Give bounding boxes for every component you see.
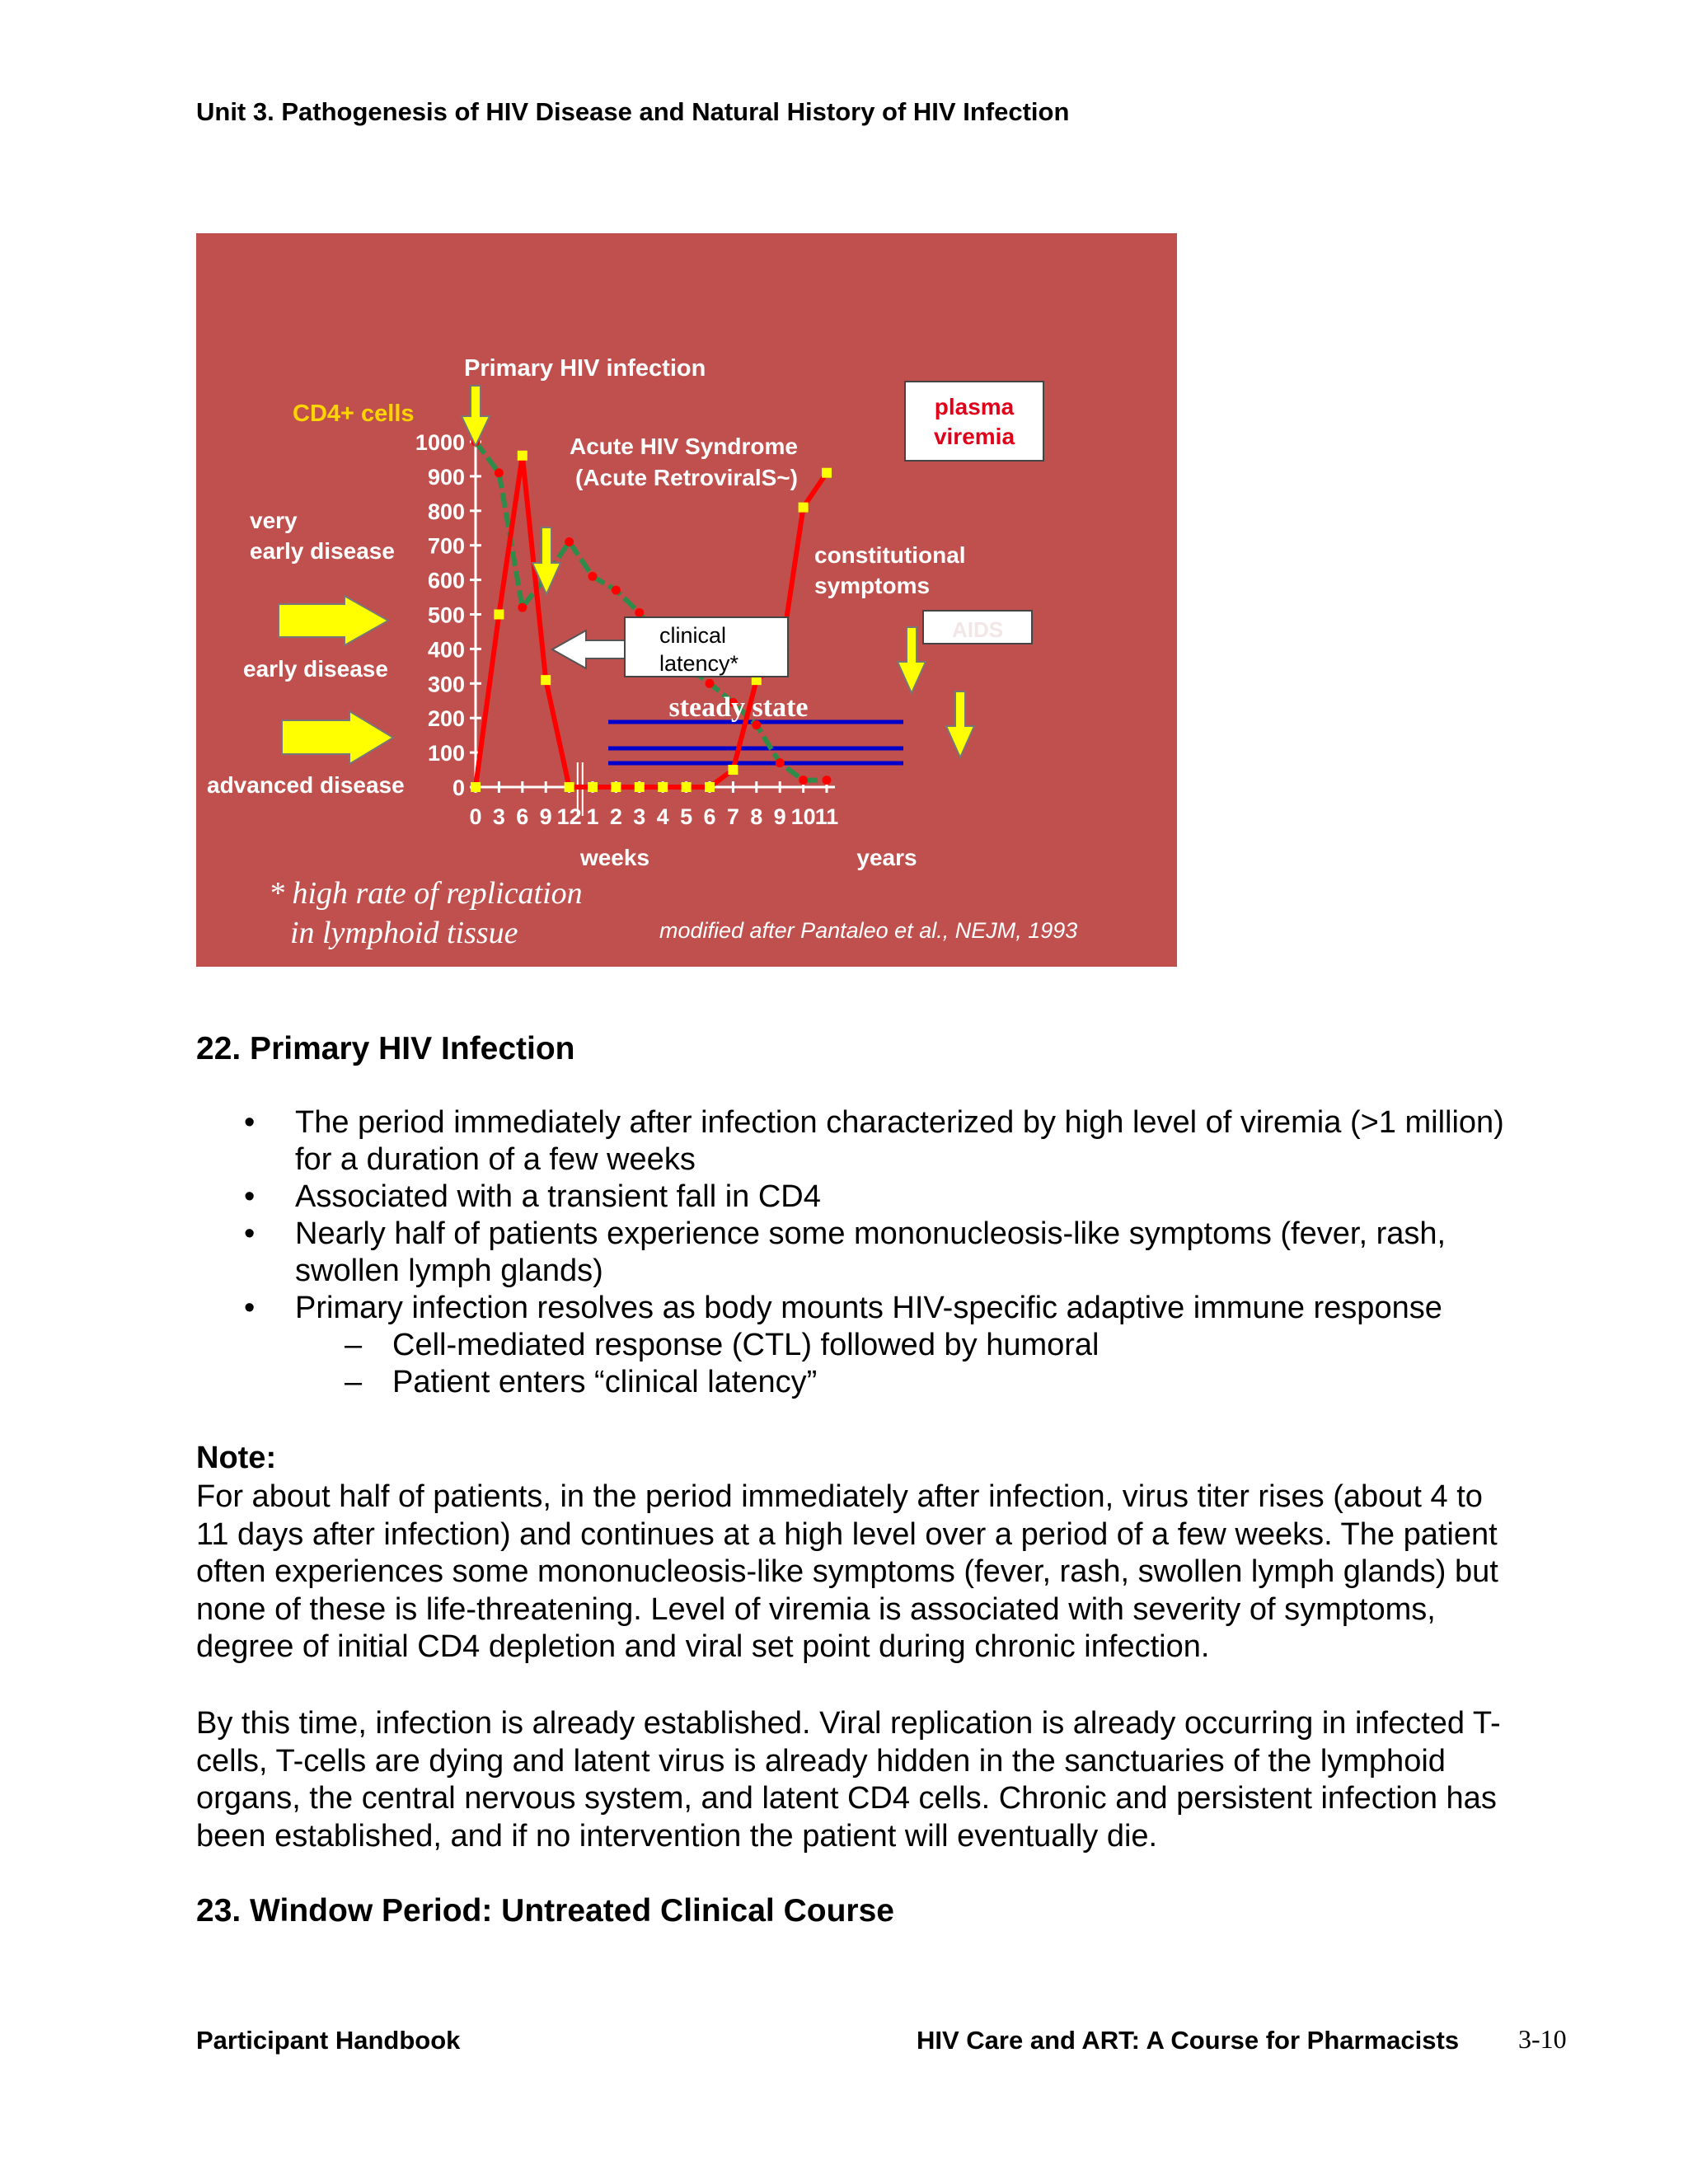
viremia-point bbox=[658, 782, 668, 792]
footnote-line1: * high rate of replication bbox=[269, 876, 583, 911]
x-tick-label: 3 bbox=[492, 804, 505, 829]
bullet-marker: – bbox=[345, 1328, 363, 1362]
x-tick-label: 0 bbox=[469, 804, 482, 829]
footnote-line2: in lymphoid tissue bbox=[290, 916, 518, 950]
symptoms-label: symptoms bbox=[814, 573, 931, 598]
paragraph-line: been established, and if no intervention the patient will eventually die. bbox=[196, 1818, 1158, 1854]
advanced-disease-label: advanced disease bbox=[207, 772, 405, 798]
x-tick-label: 4 bbox=[656, 804, 669, 829]
viremia-point bbox=[611, 782, 621, 792]
y-tick-label: 0 bbox=[452, 776, 465, 800]
paragraph-line: 11 days after infection) and continues at a high level over a period of a few weeks. The patient bbox=[196, 1516, 1498, 1552]
viremia-point bbox=[728, 765, 738, 775]
bullet-line bbox=[196, 1216, 1597, 1253]
paragraph-line: cells, T-cells are dying and latent virus is already hidden in the sanctuaries of the lymphoid bbox=[196, 1743, 1446, 1779]
footer-right: HIV Care and ART: A Course for Pharmacists bbox=[917, 2026, 1460, 2055]
bullet-text: Associated with a transient fall in CD4 bbox=[295, 1179, 821, 1214]
acute-retroviral-label: (Acute RetroviralS~) bbox=[575, 465, 798, 490]
very-label: very bbox=[250, 508, 298, 533]
credit-label: modified after Pantaleo et al., NEJM, 1993 bbox=[659, 918, 1078, 943]
viremia-point bbox=[822, 468, 832, 478]
y-tick-label: 800 bbox=[427, 499, 465, 524]
bullet-text: Primary infection resolves as body mounts HIV-specific adaptive immune response bbox=[295, 1291, 1442, 1325]
paragraph-line: none of these is life-threatening. Level of viremia is associated with severity of symptoms, bbox=[196, 1591, 1436, 1627]
cd4-point bbox=[495, 468, 504, 477]
chart-background bbox=[196, 233, 1177, 967]
years-label: years bbox=[856, 845, 917, 870]
bullet-marker: • bbox=[244, 1179, 256, 1214]
bullet-line bbox=[196, 1179, 1597, 1216]
plasma-label: plasma bbox=[934, 394, 1015, 419]
note-paragraph-1 bbox=[196, 1479, 1581, 1666]
bullet-line bbox=[196, 1141, 1597, 1179]
page-number: 3-10 bbox=[1518, 2024, 1567, 2054]
bullet-text: for a duration of a few weeks bbox=[295, 1142, 696, 1177]
viremia-label: viremia bbox=[933, 424, 1015, 449]
cd4-point bbox=[565, 537, 574, 546]
viremia-point bbox=[518, 451, 528, 461]
paragraph-line: often experiences some mononucleosis-like symptoms (fever, rash, swollen lymph glands) but bbox=[196, 1554, 1498, 1589]
y-tick-label: 100 bbox=[427, 741, 465, 766]
paragraph-line: By this time, infection is already established. Viral replication is already occurring in infected T- bbox=[196, 1706, 1501, 1741]
page-header: Unit 3. Pathogenesis of HIV Disease and Natural History of HIV Infection bbox=[196, 97, 1070, 126]
x-tick-label: 5 bbox=[680, 804, 693, 829]
cd4-point bbox=[518, 603, 527, 612]
constitutional-label: constitutional bbox=[814, 542, 966, 568]
primary-infection-label: Primary HIV infection bbox=[464, 355, 706, 382]
section-22-title: 22. Primary HIV Infection bbox=[196, 1031, 575, 1066]
y-tick-label: 600 bbox=[427, 568, 465, 593]
cd4-point bbox=[706, 679, 715, 688]
cd4-cells-label: CD4+ cells bbox=[293, 401, 415, 427]
x-tick-label: 9 bbox=[539, 804, 552, 829]
clinical-label: clinical bbox=[659, 623, 727, 648]
x-tick-label: 7 bbox=[726, 804, 739, 829]
very-early-disease-label: early disease bbox=[250, 538, 395, 564]
bullet-text: swollen lymph glands) bbox=[295, 1254, 603, 1288]
paragraph-line: For about half of patients, in the period immediately after infection, virus titer rises (about 4 to bbox=[196, 1479, 1483, 1514]
viremia-point bbox=[541, 675, 551, 685]
note-paragraph-2 bbox=[196, 1705, 1581, 1855]
x-tick-label: 9 bbox=[773, 804, 786, 829]
y-tick-label: 900 bbox=[427, 464, 465, 490]
cd4-point bbox=[635, 608, 644, 617]
bullet-text: Cell-mediated response (CTL) followed by humoral bbox=[392, 1328, 1100, 1362]
viremia-point bbox=[799, 503, 809, 513]
viremia-point bbox=[565, 782, 574, 792]
viremia-point bbox=[705, 782, 715, 792]
bullet-line bbox=[196, 1253, 1597, 1290]
cd4-point bbox=[823, 776, 832, 785]
cd4-point bbox=[799, 776, 808, 785]
sub-bullet-line bbox=[196, 1364, 1597, 1401]
bullet-marker: • bbox=[244, 1105, 256, 1140]
primary-infection-bullets bbox=[196, 1104, 1597, 1401]
viremia-point bbox=[588, 782, 598, 792]
cd4-point bbox=[612, 586, 621, 595]
cd4-point bbox=[776, 758, 785, 767]
x-tick-label: 1 bbox=[586, 804, 599, 829]
y-tick-label: 500 bbox=[427, 602, 465, 628]
latency-label: latency* bbox=[659, 651, 739, 676]
cd4-point bbox=[588, 572, 598, 581]
early-disease-label: early disease bbox=[243, 656, 388, 682]
bullet-line bbox=[196, 1104, 1597, 1141]
bullet-text: Patient enters “clinical latency” bbox=[392, 1365, 818, 1399]
y-tick-label: 200 bbox=[427, 706, 465, 732]
x-tick-label: 10 bbox=[790, 804, 816, 829]
y-tick-label: 400 bbox=[427, 637, 465, 663]
bullet-marker: – bbox=[345, 1365, 363, 1399]
acute-syndrome-label: Acute HIV Syndrome bbox=[570, 434, 798, 459]
viremia-point bbox=[494, 610, 504, 620]
sub-bullet-line bbox=[196, 1327, 1597, 1364]
aids-label: AIDS bbox=[951, 617, 1004, 642]
viremia-point bbox=[682, 782, 692, 792]
note-label: Note: bbox=[196, 1441, 277, 1475]
paragraph-line: organs, the central nervous system, and latent CD4 cells. Chronic and persistent infection has bbox=[196, 1781, 1497, 1816]
x-tick-label: 11 bbox=[814, 804, 839, 829]
bullet-marker: • bbox=[244, 1291, 256, 1325]
y-tick-label: 300 bbox=[427, 672, 465, 697]
footer-left: Participant Handbook bbox=[196, 2026, 461, 2055]
x-tick-label: 2 bbox=[609, 804, 622, 829]
x-tick-label: 6 bbox=[516, 804, 529, 829]
paragraph-line: degree of initial CD4 depletion and viral set point during chronic infection. bbox=[196, 1629, 1210, 1664]
x-tick-label: 12 bbox=[556, 804, 582, 829]
bullet-text: Nearly half of patients experience some mononucleosis-like symptoms (fever, rash, bbox=[295, 1216, 1447, 1251]
steady-state-label: steady state bbox=[668, 692, 809, 723]
x-tick-label: 3 bbox=[633, 804, 646, 829]
x-tick-label: 8 bbox=[750, 804, 763, 829]
y-tick-label: 700 bbox=[427, 533, 465, 559]
viremia-point bbox=[635, 782, 645, 792]
bullet-text: The period immediately after infection characterized by high level of viremia (>1 million) bbox=[295, 1105, 1504, 1140]
bullet-marker: • bbox=[244, 1216, 256, 1251]
hiv-natural-history-chart bbox=[196, 233, 1177, 967]
bullet-line bbox=[196, 1290, 1597, 1327]
x-tick-label: 6 bbox=[703, 804, 716, 829]
weeks-label: weeks bbox=[579, 845, 650, 870]
y-tick-label: 1000 bbox=[415, 430, 465, 455]
viremia-point bbox=[471, 782, 481, 792]
section-23-title: 23. Window Period: Untreated Clinical Course bbox=[196, 1893, 894, 1929]
